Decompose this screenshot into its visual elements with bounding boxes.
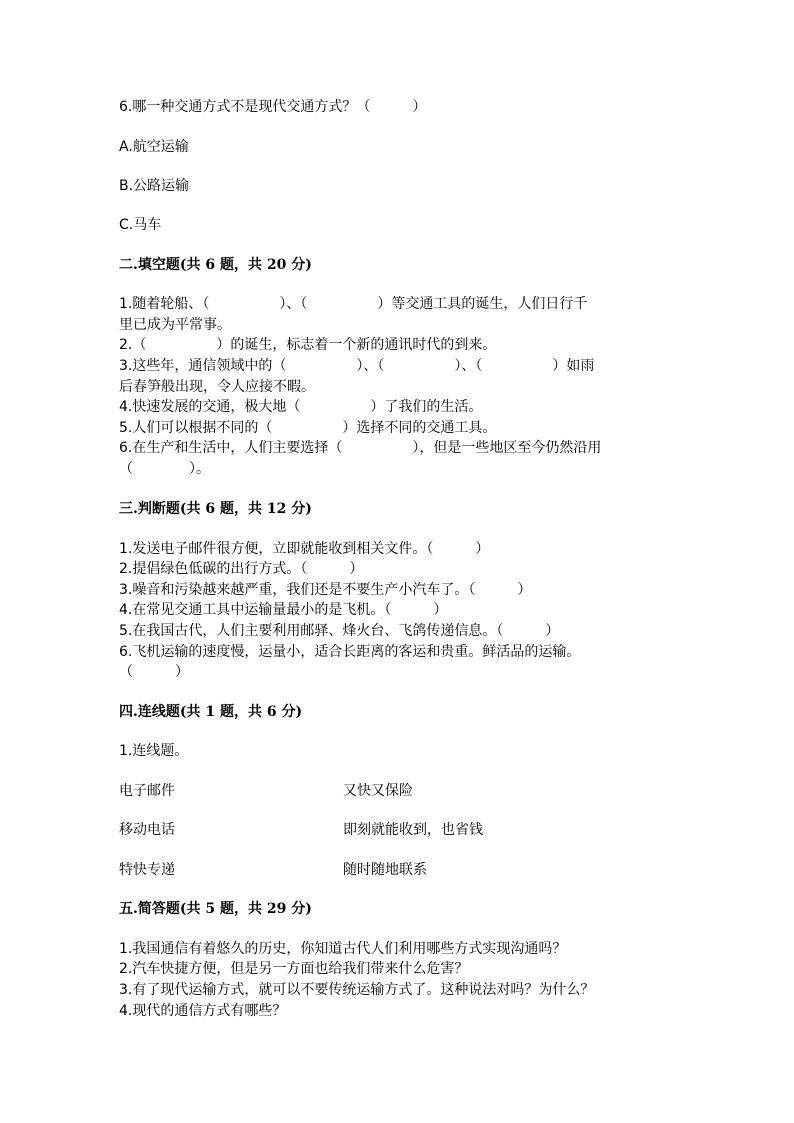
section3-heading: 三.判断题(共 6 题，共 12 分)	[119, 501, 312, 517]
fill-line: 3.这些年，通信领域中的（ ）、（ ）、（ ）如雨	[119, 358, 595, 374]
option-a: A.航空运输	[119, 139, 189, 155]
judge-line: 1.发送电子邮件很方便，立即就能收到相关文件。（ ）	[119, 541, 490, 557]
judge-line: 2.提倡绿色低碳的出行方式。（ ）	[119, 561, 364, 577]
short-answer-line: 4.现代的通信方式有哪些？	[119, 1003, 287, 1019]
fill-line: 后春笋般出现，令人应接不暇。	[119, 379, 315, 395]
fill-line: 里已成为平常事。	[119, 317, 231, 333]
judge-line: 4.在常见交通工具中运输量最小的是飞机。（ ）	[119, 602, 448, 618]
judge-line: （ ）	[119, 664, 189, 680]
option-c: C.马车	[119, 217, 162, 233]
fill-line: 6.在生产和生活中，人们主要选择（ ），但是一些地区至今仍然沿用	[119, 440, 602, 456]
section4-heading: 四.连线题(共 1 题，共 6 分)	[119, 704, 303, 720]
judge-line: 6.飞机运输的速度慢，运量小，适合长距离的客运和贵重。鲜活品的运输。	[119, 644, 581, 660]
section5-heading: 五.简答题(共 5 题，共 29 分)	[119, 901, 312, 917]
short-answer-line: 1.我国通信有着悠久的历史，你知道古代人们利用哪些方式实现沟通吗？	[119, 941, 567, 957]
fill-line: 2.（ ）的诞生，标志着一个新的通讯时代的到来。	[119, 337, 497, 353]
match-right-item: 即刻就能收到，也省钱	[343, 822, 483, 838]
fill-line: 4.快速发展的交通，极大地（ ）了我们的生活。	[119, 399, 483, 415]
question-6: 6.哪一种交通方式不是现代交通方式？（ ）	[119, 99, 427, 115]
match-intro: 1.连线题。	[119, 743, 189, 759]
fill-line: 5.人们可以根据不同的（ ）选择不同的交通工具。	[119, 420, 497, 436]
short-answer-line: 3.有了现代运输方式，就可以不要传统运输方式了。这种说法对吗？为什么？	[119, 982, 595, 998]
judge-line: 3.噪音和污染越来越严重，我们还是不要生产小汽车了。（ ）	[119, 582, 532, 598]
short-answer-line: 2.汽车快捷方便，但是另一方面也给我们带来什么危害？	[119, 961, 469, 977]
section2-heading: 二.填空题(共 6 题，共 20 分)	[119, 257, 312, 273]
option-b: B.公路运输	[119, 178, 190, 194]
fill-line: 1.随着轮船、（ ）、（ ）等交通工具的诞生，人们日行千	[119, 296, 588, 312]
fill-line: （ ）。	[119, 461, 210, 477]
judge-line: 5.在我国古代，人们主要利用邮驿、烽火台、飞鸽传递信息。（ ）	[119, 623, 560, 639]
match-right-item: 又快又保险	[343, 783, 413, 799]
match-right-item: 随时随地联系	[343, 862, 427, 878]
match-left-item: 电子邮件	[119, 783, 175, 799]
match-left-item: 特快专递	[119, 862, 175, 878]
match-left-item: 移动电话	[119, 822, 175, 838]
